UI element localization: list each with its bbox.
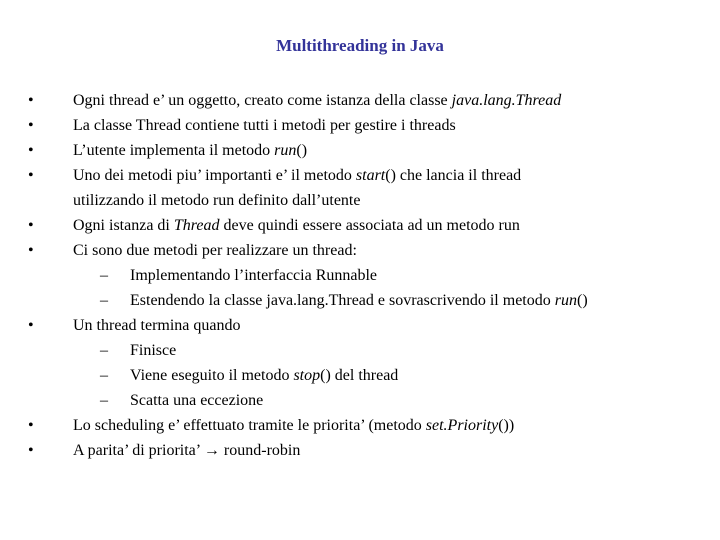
bullet-item-4 (28, 163, 708, 213)
sub-item (100, 288, 708, 313)
bullet-dot: • (28, 117, 34, 134)
bullet-text-italic: java.lang.Thread (451, 92, 562, 109)
bullet-dot: • (28, 142, 34, 159)
bullet-text: Uno dei metodi piu’ importanti e’ il metodo (73, 167, 356, 184)
dash-marker: – (100, 267, 108, 284)
dash-marker: – (100, 342, 108, 359)
bullet-text: L’utente implementa il metodo (73, 142, 275, 159)
bullet-item-7 (28, 313, 708, 413)
bullet-text: () che lancia il thread (385, 167, 522, 184)
sub-item (100, 388, 708, 413)
bullet-text: deve quindi essere associata ad un metodo run (219, 217, 520, 234)
sub-item-text: Viene eseguito il metodo (130, 367, 294, 384)
dash-marker: – (100, 392, 108, 409)
sub-item (100, 338, 708, 363)
bullet-item-9 (28, 438, 708, 463)
bullet-text: Un thread termina quando (73, 317, 241, 334)
right-arrow-icon: → (203, 442, 220, 459)
bullet-text: () (296, 142, 308, 159)
sub-item (100, 363, 708, 388)
bullet-item-8 (28, 413, 708, 438)
bullet-text: Ogni istanza di (73, 217, 174, 234)
bullet-item-3 (28, 138, 708, 163)
sub-item-text: () (576, 292, 588, 309)
bullet-dot: • (28, 167, 34, 184)
bullet-item-1 (28, 88, 708, 113)
sub-item-text: Implementando l’interfaccia Runnable (130, 267, 378, 284)
bullet-text-continuation: utilizzando il metodo run definito dall’utente (73, 192, 361, 209)
sub-item-text: Finisce (130, 342, 177, 359)
bullet-dot: • (28, 92, 34, 109)
sub-item-text: Scatta una eccezione (130, 392, 264, 409)
bullet-text: round-robin (219, 442, 301, 459)
dash-marker: – (100, 292, 108, 309)
bullet-item-5 (28, 213, 708, 238)
sub-item-text: () del thread (320, 367, 399, 384)
sub-item-text-italic: stop (293, 367, 321, 384)
bullet-dot: • (28, 317, 34, 334)
sub-item (100, 263, 708, 288)
bullet-text-italic: run (274, 142, 297, 159)
sub-item-text: Estendendo la classe java.lang.Thread e sovrascrivendo il metodo (130, 292, 555, 309)
bullet-text: Ogni thread e’ un oggetto, creato come istanza della classe (73, 92, 452, 109)
bullet-text-italic: start (355, 167, 386, 184)
bullet-text: Ci sono due metodi per realizzare un thread: (73, 242, 357, 259)
bullet-dot: • (28, 217, 34, 234)
bullet-text-italic: Thread (173, 217, 220, 234)
bullet-text: Lo scheduling e’ effettuato tramite le priorita’ (metodo (73, 417, 426, 434)
sub-item-text-italic: run (554, 292, 577, 309)
bullet-text-italic: set.Priority (425, 417, 499, 434)
bullet-dot: • (28, 442, 34, 459)
bullet-dot: • (28, 242, 34, 259)
slide-title: Multithreading in Java (276, 36, 444, 55)
bullet-text: ()) (498, 417, 515, 434)
dash-marker: – (100, 367, 108, 384)
bullet-item-6 (28, 238, 708, 313)
bullet-list (28, 88, 708, 463)
bullet-dot: • (28, 417, 34, 434)
bullet-text: La classe Thread contiene tutti i metodi per gestire i threads (73, 117, 456, 134)
bullet-text: A parita’ di priorita’ (73, 442, 204, 459)
bullet-item-2 (28, 113, 708, 138)
